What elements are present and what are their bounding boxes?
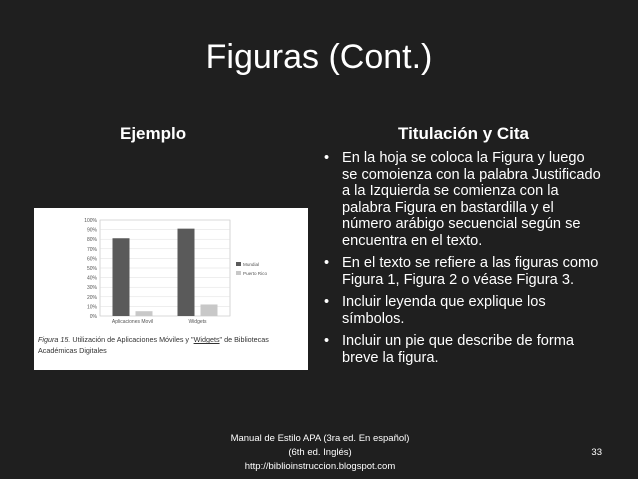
y-tick-label: 40%	[86, 275, 97, 282]
y-tick-label: 60%	[86, 256, 97, 263]
slide-title: Figuras (Cont.)	[205, 38, 433, 76]
bar	[136, 311, 153, 316]
page-number: 33	[591, 447, 602, 458]
y-tick-label: 30%	[86, 285, 97, 292]
legend-swatch	[236, 262, 241, 266]
caption-label: Figura 15.	[38, 335, 71, 344]
y-tick-label: 100%	[84, 218, 97, 224]
bullet-list	[322, 150, 602, 372]
caption-text-before: Utilización de Aplicaciones Móviles y "	[70, 335, 194, 344]
header-ejemplo: Ejemplo	[120, 124, 187, 143]
header-titulacion: Titulación y Cita	[398, 124, 529, 143]
caption-text-after: " de Bibliotecas Académicas Digitales	[38, 335, 269, 355]
y-tick-label: 0%	[89, 314, 97, 320]
caption-widgets-link: Widgets	[193, 335, 220, 344]
y-tick-label: 10%	[86, 304, 97, 311]
bullet-item: • Incluir leyenda que explique los símbolos.	[322, 294, 602, 327]
y-tick-label: 90%	[86, 227, 97, 234]
bar	[113, 238, 130, 316]
legend-label: Mundial	[243, 262, 260, 267]
footer-line-2: (6th ed. Inglés)	[288, 447, 352, 458]
legend-label: Puerto Rico	[243, 271, 268, 276]
x-tick-label: Aplicaciones Movil	[111, 319, 154, 325]
y-tick-label: 70%	[86, 246, 97, 253]
footer	[200, 432, 440, 474]
footer-url: http://biblioinstruccion.blogspot.com	[244, 461, 396, 472]
x-tick-label: Widgets	[188, 319, 207, 325]
y-tick-label: 20%	[86, 294, 97, 301]
bullet-item: • Incluir un pie que describe de forma breve la figura.	[322, 333, 602, 366]
bullet-item: • En el texto se refiere a las figuras como Figura 1, Figura 2 o véase Figura 3.	[322, 255, 602, 288]
figure-caption	[38, 334, 304, 356]
bullet-item: • En la hoja se coloca la Figura y luego se comoienza con la palabra Justificado a la Izquierda se comienza con la palabra Figura en bastardilla y el número arábigo secuencial según se encuentra en el texto.	[322, 150, 602, 249]
bar	[201, 304, 218, 316]
example-figure	[34, 208, 308, 370]
bar	[178, 229, 195, 316]
y-tick-label: 80%	[86, 237, 97, 244]
legend-swatch	[236, 271, 241, 275]
footer-line-1: Manual de Estilo APA (3ra ed. En español)	[230, 433, 410, 444]
y-tick-label: 50%	[86, 266, 97, 272]
